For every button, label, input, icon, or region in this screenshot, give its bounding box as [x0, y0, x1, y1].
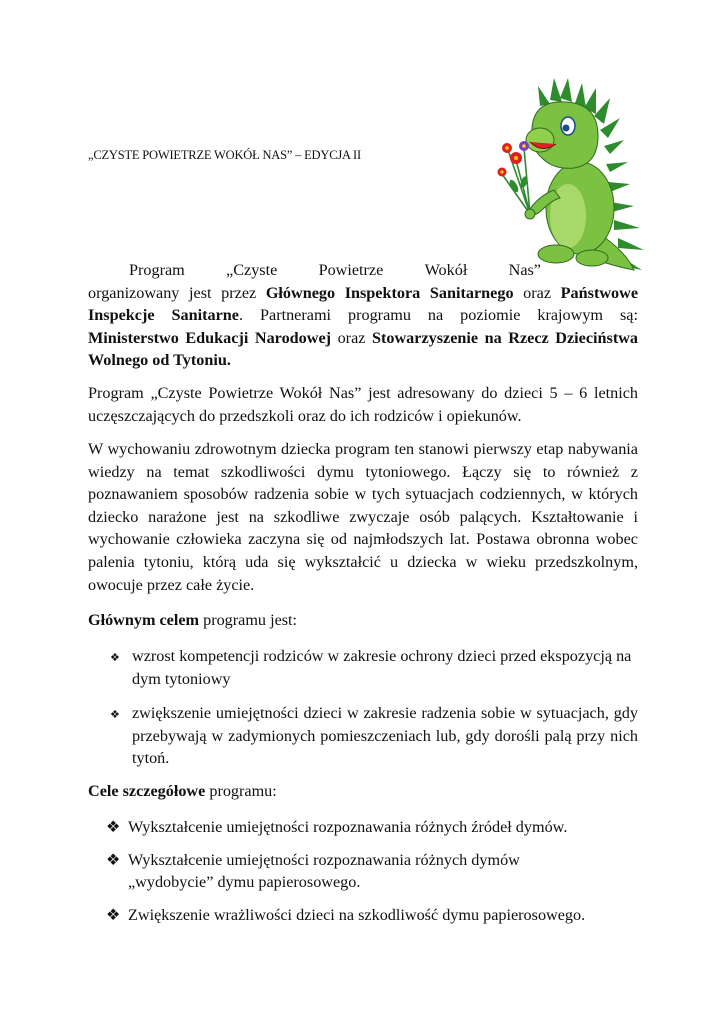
list-item-text — [132, 702, 638, 770]
diamond-bullet-icon: ❖ — [106, 818, 121, 836]
list-item-text: Zwiększenie wrażliwości dzieci na szkodliwość dymu papierosowego. — [128, 905, 586, 924]
list-item — [88, 645, 638, 690]
intro-word: „Czyste — [226, 261, 278, 279]
specific-goals-rest: programu: — [205, 782, 277, 800]
document-heading: „CZYSTE POWIETRZE WOKÓŁ NAS” – EDYCJA II — [88, 148, 361, 162]
list-item — [88, 702, 638, 770]
specific-goals-bold: Cele szczegółowe — [88, 782, 206, 800]
list-item-text: Wykształcenie umiejętności rozpoznawania różnych źródeł dymów. — [128, 818, 568, 836]
dragon-mascot-illustration — [494, 78, 644, 274]
diamond-bullet-icon: ❖ — [110, 709, 120, 722]
list-item-text: Wykształcenie umiejętności rozpoznawania różnych dymów „wydobycie” dymu papierosowego. — [128, 850, 520, 892]
intro-word: Program — [129, 261, 185, 279]
intro-text: . Partnerami programu na poziomie krajowym są: — [238, 306, 638, 325]
specific-goals-list — [88, 816, 638, 926]
diamond-bullet-icon: ❖ — [110, 652, 120, 664]
intro-word: Powietrze — [318, 261, 384, 279]
intro-bold-text: Ministerstwo Edukacji Narodowej — [88, 328, 332, 347]
intro-word: Nas” — [508, 261, 541, 279]
list-item — [88, 904, 638, 927]
main-goal-list — [88, 645, 638, 770]
list-item-text — [132, 645, 638, 690]
list-item — [88, 816, 638, 839]
target-group-paragraph: Program „Czyste Powietrze Wokół Nas” jest adresowany do dzieci 5 – 6 letnich uczęszczających do przedszkoli oraz do ich rodziców i opiekunów. — [88, 384, 638, 425]
main-goal-heading — [88, 609, 638, 632]
diamond-bullet-icon: ❖ — [106, 905, 121, 924]
intro-text: oraz — [331, 328, 372, 347]
intro-text: oraz — [513, 283, 561, 302]
intro-first-line — [129, 259, 541, 282]
list-item — [88, 849, 638, 894]
diamond-bullet-icon: ❖ — [106, 850, 121, 869]
intro-word: Wokół — [424, 261, 468, 279]
intro-bold-text: Głównego Inspektora Sanitarnego — [265, 283, 514, 302]
health-education-paragraph: W wychowaniu zdrowotnym dziecka program ten stanowi pierwszy etap nabywania wiedzy na temat szkodliwości dymu tytoniowego. Łączy się to również z poznawaniem sposobów radzenia sobie w tych sytuacjach codziennych, w których dziecko narażone jest na szkodliwe zwyczaje osób palących. Kształtowanie i wychowanie człowieka zaczyna się od najmłodszych lat. Postawa obronna wobec palenia tytoniu, którą uda się wykształcić u dziecka w wieku przedszkolnym, owocuje przez całe życie. — [88, 440, 638, 594]
intro-bold-text: Stowarzyszenie na Rzecz Dzieciństwa Wolnego od Tytoniu. — [88, 328, 638, 370]
intro-body — [88, 282, 638, 372]
list-item-content: zwiększenie umiejętności dzieci w zakresie radzenia sobie w sytuacjach, gdy przebywają w zadymionych pomieszczeniach lub, gdy dorośli palą przy nich tytoń. — [132, 704, 638, 768]
intro-bold-text: Państwowe Inspekcje Sanitarne — [88, 283, 639, 325]
specific-goals-heading — [88, 780, 638, 803]
intro-text: organizowany jest przez — [88, 283, 266, 302]
intro-paragraph — [88, 259, 638, 372]
main-goal-rest: programu jest: — [199, 611, 298, 629]
main-goal-bold: Głównym celem — [88, 611, 200, 629]
list-item-content: wzrost kompetencji rodziców w zakresie ochrony dzieci przed ekspozycją na dym tytoniowy — [132, 647, 632, 688]
